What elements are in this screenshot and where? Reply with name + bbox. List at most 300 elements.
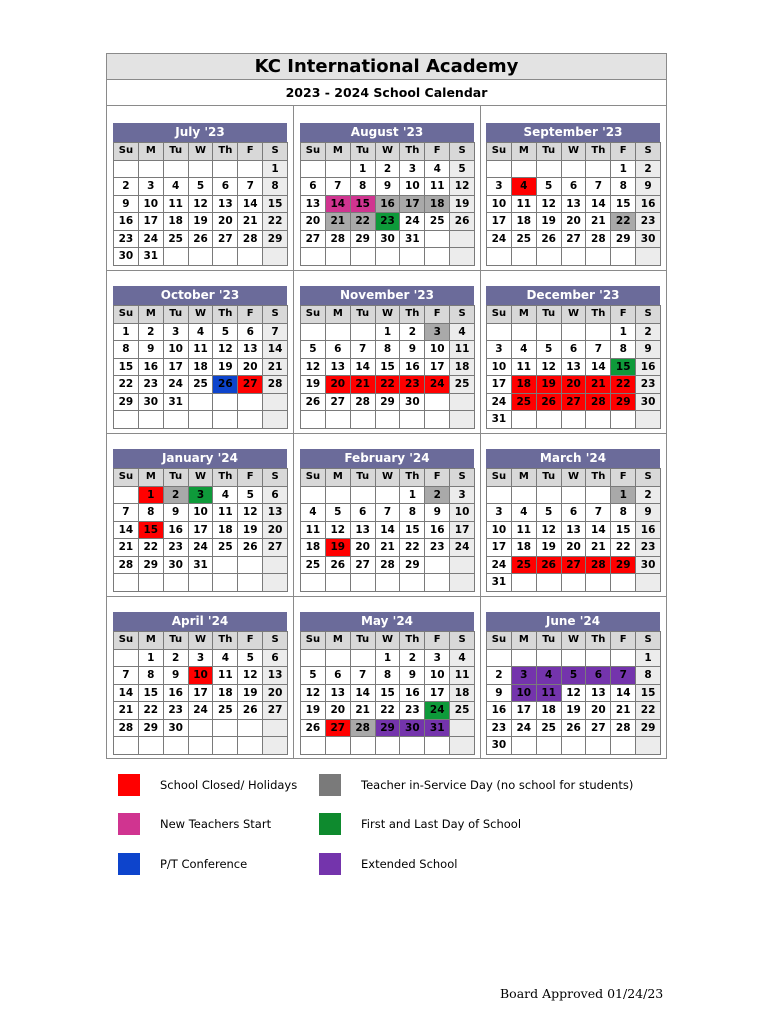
empty-cell	[511, 411, 536, 429]
month-title: July '23	[113, 123, 287, 142]
day-cell: 3	[188, 486, 213, 504]
empty-cell	[425, 248, 450, 266]
day-cell: 21	[586, 376, 611, 394]
empty-cell	[450, 737, 475, 755]
empty-cell	[213, 248, 238, 266]
day-cell: 26	[450, 213, 475, 231]
day-cell: 12	[301, 358, 326, 376]
weekday-header: W	[375, 143, 400, 161]
empty-cell	[425, 393, 450, 411]
week-row	[487, 684, 661, 702]
weekday-header: Tu	[163, 469, 188, 487]
week-row	[487, 393, 661, 411]
day-cell: 9	[636, 178, 661, 196]
day-cell: 3	[487, 178, 512, 196]
day-cell: 1	[611, 486, 636, 504]
day-cell: 14	[325, 195, 350, 213]
day-cell: 3	[400, 160, 425, 178]
day-cell: 3	[511, 667, 536, 685]
week-row	[487, 719, 661, 737]
day-cell: 22	[400, 539, 425, 557]
empty-cell	[238, 411, 263, 429]
empty-cell	[188, 160, 213, 178]
day-cell: 13	[561, 521, 586, 539]
day-cell: 18	[511, 213, 536, 231]
empty-cell	[188, 411, 213, 429]
day-cell: 7	[263, 323, 288, 341]
day-cell: 6	[238, 323, 263, 341]
legend-swatch	[118, 813, 140, 835]
day-cell: 17	[188, 684, 213, 702]
day-cell: 28	[350, 393, 375, 411]
weekday-header: Th	[586, 632, 611, 650]
day-cell: 22	[611, 213, 636, 231]
week-row	[487, 737, 661, 755]
empty-cell	[375, 737, 400, 755]
week-row	[114, 411, 288, 429]
day-cell: 29	[138, 719, 163, 737]
weekday-header: Tu	[350, 469, 375, 487]
empty-cell	[238, 393, 263, 411]
day-cell: 12	[536, 358, 561, 376]
empty-cell	[325, 574, 350, 592]
weekday-header: F	[238, 632, 263, 650]
day-cell: 15	[138, 684, 163, 702]
weekday-header: Su	[487, 143, 512, 161]
weekday-header: S	[450, 306, 475, 324]
month-day-grid	[300, 468, 475, 592]
day-cell: 19	[536, 213, 561, 231]
day-cell: 8	[350, 178, 375, 196]
month-april-24	[113, 612, 287, 772]
day-cell: 24	[511, 719, 536, 737]
legend-label: P/T Conference	[160, 857, 248, 871]
day-cell: 12	[188, 195, 213, 213]
weekday-header: Th	[213, 632, 238, 650]
weekday-header: Th	[586, 469, 611, 487]
day-cell: 26	[301, 719, 326, 737]
day-cell: 13	[561, 195, 586, 213]
day-cell: 15	[114, 358, 139, 376]
day-cell: 28	[586, 393, 611, 411]
day-cell: 2	[114, 178, 139, 196]
day-cell: 20	[301, 213, 326, 231]
empty-cell	[213, 737, 238, 755]
day-cell: 10	[188, 504, 213, 522]
weekday-header: Tu	[350, 632, 375, 650]
day-cell: 12	[213, 341, 238, 359]
week-row	[487, 574, 661, 592]
empty-cell	[487, 248, 512, 266]
day-cell: 7	[325, 178, 350, 196]
weekday-header: M	[138, 306, 163, 324]
empty-cell	[213, 411, 238, 429]
day-cell: 5	[536, 504, 561, 522]
day-cell: 30	[636, 230, 661, 248]
week-row	[487, 649, 661, 667]
week-row	[301, 178, 475, 196]
weekday-header: W	[188, 306, 213, 324]
week-row	[487, 556, 661, 574]
day-cell: 9	[138, 341, 163, 359]
day-cell: 2	[375, 160, 400, 178]
week-row	[487, 323, 661, 341]
day-cell: 1	[611, 160, 636, 178]
weekday-header: M	[511, 306, 536, 324]
day-cell: 23	[163, 539, 188, 557]
day-cell: 23	[636, 539, 661, 557]
day-cell: 30	[487, 737, 512, 755]
day-cell: 26	[238, 702, 263, 720]
day-cell: 26	[301, 393, 326, 411]
empty-cell	[636, 411, 661, 429]
month-title: June '24	[486, 612, 660, 631]
empty-cell	[611, 248, 636, 266]
empty-cell	[350, 486, 375, 504]
weekday-header: Th	[400, 469, 425, 487]
week-row	[301, 556, 475, 574]
day-cell: 18	[163, 213, 188, 231]
weekday-header: S	[263, 469, 288, 487]
day-cell: 16	[138, 358, 163, 376]
day-cell: 6	[263, 486, 288, 504]
day-cell: 26	[188, 230, 213, 248]
day-cell: 29	[138, 556, 163, 574]
week-row	[114, 160, 288, 178]
day-cell: 3	[138, 178, 163, 196]
empty-cell	[586, 160, 611, 178]
empty-cell	[511, 737, 536, 755]
empty-cell	[487, 649, 512, 667]
week-row	[114, 521, 288, 539]
empty-cell	[114, 737, 139, 755]
day-cell: 8	[263, 178, 288, 196]
weekday-header: F	[238, 143, 263, 161]
day-cell: 4	[511, 504, 536, 522]
day-cell: 28	[114, 556, 139, 574]
weekday-header-row	[114, 469, 288, 487]
empty-cell	[301, 737, 326, 755]
day-cell: 5	[188, 178, 213, 196]
weekday-header: W	[375, 632, 400, 650]
empty-cell	[213, 574, 238, 592]
weekday-header: Su	[301, 632, 326, 650]
week-row	[487, 539, 661, 557]
weekday-header: S	[263, 632, 288, 650]
empty-cell	[425, 737, 450, 755]
weekday-header-row	[487, 143, 661, 161]
empty-cell	[450, 719, 475, 737]
empty-cell	[536, 574, 561, 592]
day-cell: 13	[561, 358, 586, 376]
month-day-grid	[300, 631, 475, 755]
weekday-header: Th	[400, 306, 425, 324]
day-cell: 22	[375, 702, 400, 720]
weekday-header: M	[138, 143, 163, 161]
day-cell: 17	[188, 521, 213, 539]
week-row	[487, 213, 661, 231]
day-cell: 29	[375, 719, 400, 737]
empty-cell	[350, 323, 375, 341]
weekday-header: Tu	[536, 469, 561, 487]
day-cell: 16	[375, 195, 400, 213]
week-row	[301, 393, 475, 411]
week-row	[301, 719, 475, 737]
empty-cell	[636, 737, 661, 755]
empty-cell	[611, 649, 636, 667]
empty-cell	[350, 411, 375, 429]
day-cell: 23	[163, 702, 188, 720]
day-cell: 24	[163, 376, 188, 394]
day-cell: 21	[238, 213, 263, 231]
day-cell: 11	[511, 358, 536, 376]
empty-cell	[561, 248, 586, 266]
day-cell: 7	[238, 178, 263, 196]
day-cell: 3	[450, 486, 475, 504]
day-cell: 18	[301, 539, 326, 557]
weekday-header: M	[325, 632, 350, 650]
day-cell: 9	[163, 667, 188, 685]
day-cell: 12	[238, 667, 263, 685]
day-cell: 28	[325, 230, 350, 248]
day-cell: 19	[188, 213, 213, 231]
day-cell: 24	[138, 230, 163, 248]
day-cell: 24	[487, 556, 512, 574]
day-cell: 9	[425, 504, 450, 522]
empty-cell	[188, 393, 213, 411]
day-cell: 5	[536, 341, 561, 359]
weekday-header: Th	[586, 143, 611, 161]
weekday-header-row	[487, 469, 661, 487]
day-cell: 18	[511, 376, 536, 394]
weekday-header: S	[636, 632, 661, 650]
day-cell: 18	[536, 702, 561, 720]
day-cell: 19	[301, 376, 326, 394]
empty-cell	[238, 160, 263, 178]
day-cell: 8	[114, 341, 139, 359]
day-cell: 4	[511, 341, 536, 359]
day-cell: 11	[301, 521, 326, 539]
month-june-24	[486, 612, 660, 772]
weekday-header: F	[425, 632, 450, 650]
day-cell: 21	[114, 539, 139, 557]
column-divider	[480, 106, 481, 758]
day-cell: 5	[561, 667, 586, 685]
day-cell: 14	[238, 195, 263, 213]
day-cell: 5	[238, 649, 263, 667]
empty-cell	[350, 248, 375, 266]
day-cell: 11	[450, 667, 475, 685]
empty-cell	[114, 486, 139, 504]
weekday-header: S	[263, 306, 288, 324]
school-name: KC International Academy	[107, 54, 666, 80]
weekday-header: Tu	[536, 306, 561, 324]
day-cell: 30	[636, 393, 661, 411]
day-cell: 7	[350, 341, 375, 359]
day-cell: 19	[561, 702, 586, 720]
week-row	[114, 667, 288, 685]
day-cell: 9	[636, 504, 661, 522]
day-cell: 30	[400, 393, 425, 411]
day-cell: 3	[425, 649, 450, 667]
empty-cell	[213, 719, 238, 737]
day-cell: 6	[561, 504, 586, 522]
day-cell: 7	[586, 504, 611, 522]
day-cell: 26	[561, 719, 586, 737]
empty-cell	[263, 737, 288, 755]
day-cell: 22	[611, 539, 636, 557]
week-row	[487, 702, 661, 720]
weekday-header: Su	[114, 632, 139, 650]
day-cell: 22	[138, 539, 163, 557]
empty-cell	[325, 248, 350, 266]
day-cell: 19	[325, 539, 350, 557]
empty-cell	[375, 574, 400, 592]
day-cell: 3	[425, 323, 450, 341]
empty-cell	[586, 649, 611, 667]
day-cell: 30	[138, 393, 163, 411]
weekday-header: Tu	[350, 306, 375, 324]
week-row	[487, 376, 661, 394]
day-cell: 16	[636, 195, 661, 213]
day-cell: 21	[586, 213, 611, 231]
day-cell: 10	[425, 341, 450, 359]
day-cell: 9	[375, 178, 400, 196]
day-cell: 31	[188, 556, 213, 574]
day-cell: 11	[511, 521, 536, 539]
month-january-24	[113, 449, 287, 609]
empty-cell	[188, 248, 213, 266]
day-cell: 20	[561, 539, 586, 557]
empty-cell	[238, 248, 263, 266]
empty-cell	[163, 248, 188, 266]
day-cell: 27	[561, 556, 586, 574]
week-row	[487, 248, 661, 266]
weekday-header: S	[636, 469, 661, 487]
day-cell: 2	[400, 323, 425, 341]
day-cell: 20	[263, 684, 288, 702]
day-cell: 14	[350, 358, 375, 376]
day-cell: 17	[425, 358, 450, 376]
day-cell: 13	[263, 667, 288, 685]
legend-label: First and Last Day of School	[361, 817, 522, 831]
weekday-header: S	[636, 306, 661, 324]
empty-cell	[586, 411, 611, 429]
day-cell: 14	[375, 521, 400, 539]
empty-cell	[138, 160, 163, 178]
day-cell: 26	[536, 556, 561, 574]
day-cell: 15	[375, 358, 400, 376]
weekday-header: W	[561, 143, 586, 161]
empty-cell	[138, 411, 163, 429]
day-cell: 23	[636, 376, 661, 394]
day-cell: 11	[511, 195, 536, 213]
weekday-header: Su	[487, 469, 512, 487]
day-cell: 25	[301, 556, 326, 574]
day-cell: 18	[511, 539, 536, 557]
empty-cell	[263, 556, 288, 574]
empty-cell	[561, 411, 586, 429]
month-day-grid	[300, 142, 475, 266]
empty-cell	[325, 649, 350, 667]
day-cell: 15	[400, 521, 425, 539]
day-cell: 15	[138, 521, 163, 539]
month-title: January '24	[113, 449, 287, 468]
day-cell: 16	[487, 702, 512, 720]
week-row	[487, 486, 661, 504]
empty-cell	[350, 737, 375, 755]
week-row	[487, 358, 661, 376]
weekday-header: Su	[301, 469, 326, 487]
weekday-header: S	[263, 143, 288, 161]
empty-cell	[586, 574, 611, 592]
day-cell: 24	[450, 539, 475, 557]
weekday-header: M	[511, 632, 536, 650]
week-row	[301, 411, 475, 429]
week-row	[301, 230, 475, 248]
day-cell: 29	[350, 230, 375, 248]
weekday-header: F	[425, 469, 450, 487]
day-cell: 11	[213, 667, 238, 685]
weekday-header: W	[561, 469, 586, 487]
day-cell: 6	[301, 178, 326, 196]
day-cell: 1	[350, 160, 375, 178]
week-row	[487, 667, 661, 685]
day-cell: 4	[163, 178, 188, 196]
week-row	[114, 719, 288, 737]
weekday-header-row	[301, 306, 475, 324]
day-cell: 24	[188, 539, 213, 557]
empty-cell	[586, 248, 611, 266]
weekday-header: Su	[487, 306, 512, 324]
day-cell: 5	[325, 504, 350, 522]
day-cell: 15	[636, 684, 661, 702]
empty-cell	[561, 160, 586, 178]
day-cell: 2	[636, 160, 661, 178]
day-cell: 22	[263, 213, 288, 231]
empty-cell	[238, 719, 263, 737]
day-cell: 12	[536, 195, 561, 213]
empty-cell	[586, 737, 611, 755]
day-cell: 19	[301, 702, 326, 720]
empty-cell	[536, 160, 561, 178]
day-cell: 12	[561, 684, 586, 702]
day-cell: 1	[375, 323, 400, 341]
week-row	[114, 504, 288, 522]
day-cell: 21	[325, 213, 350, 231]
day-cell: 4	[188, 323, 213, 341]
empty-cell	[511, 649, 536, 667]
day-cell: 29	[611, 393, 636, 411]
day-cell: 11	[536, 684, 561, 702]
day-cell: 7	[114, 504, 139, 522]
day-cell: 27	[561, 230, 586, 248]
empty-cell	[350, 649, 375, 667]
day-cell: 26	[536, 230, 561, 248]
legend-swatch	[319, 853, 341, 875]
day-cell: 17	[400, 195, 425, 213]
day-cell: 12	[325, 521, 350, 539]
weekday-header: Tu	[350, 143, 375, 161]
day-cell: 23	[400, 376, 425, 394]
empty-cell	[450, 556, 475, 574]
weekday-header: Th	[586, 306, 611, 324]
day-cell: 22	[138, 702, 163, 720]
day-cell: 1	[636, 649, 661, 667]
empty-cell	[163, 411, 188, 429]
empty-cell	[561, 574, 586, 592]
week-row	[114, 230, 288, 248]
